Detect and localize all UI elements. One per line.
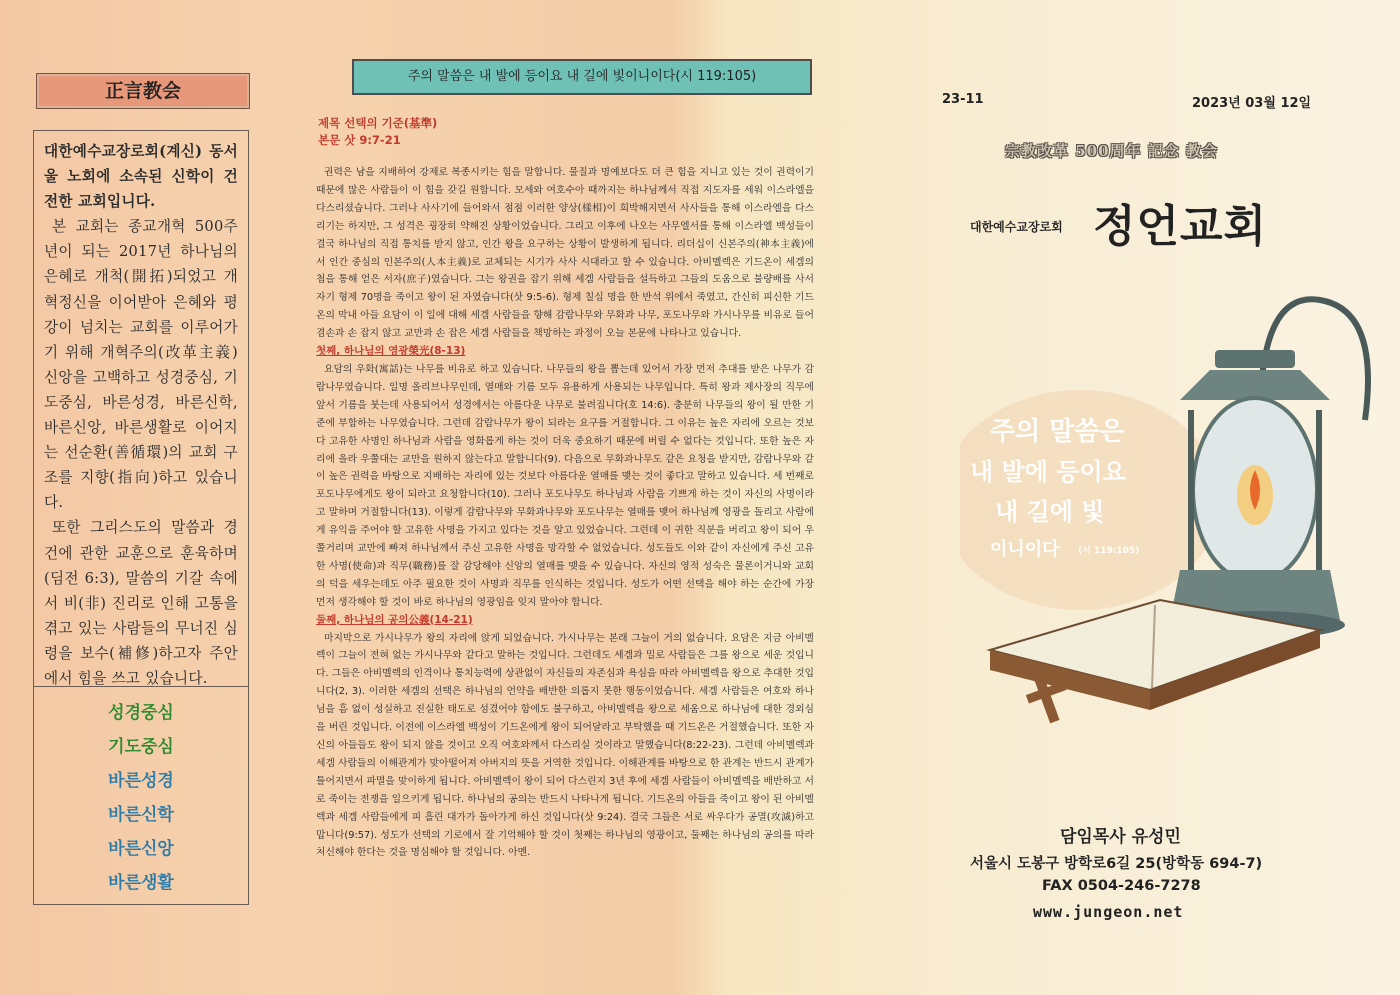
value-item: 기도중심 (108, 737, 174, 757)
section-heading-2: 둘째, 하나님의 공의公義(14-21) (316, 613, 473, 626)
sermon-intro: 권력은 남을 지배하여 강제로 복종시키는 힘을 말합니다. 물질과 명예보다도 더 큰 힘을 지니고 있는 것이 권력이기 때문에 많은 사람들이 이 힘을 갖길 원합니다. 모세와 여호수아 때까지는 하나님께서 직접 지도자를 세워 이스라엘을 다스리셨습니다. 그러나 사사기에 들어와서 점점 이러한 양상(樣相)이 희박해지면서 사사들을 통해 이스라엘을 다스리기는 하지만, 그 성격은 굉장히 약해진 상황이었습니다. 그리고 이후에 나오는 사무엘서를 통해 이스라엘 백성들이 결국 하나님의 직접 통치를 받지 않고, 인간 왕을 요구하는 상황이 발생하게 됩니다. 리더십이 신본주의(神本主義)에서 인간 중심의 인본주의(人本主義)로 교체되는 시기가 사사 시대라고 할 수 있습니다. 아비멜렉은 기드온이 세겜의 첩을 통해 얻은 서자(庶子)였습니다. 그는 왕권을 잡기 위해 세겜 사람들을 설득하고 그들의 도움으로 불량배를 사서 자기 형제 70명을 죽이고 왕이 된 자였습니다(삿 9:5-6). 형제 칠십 명을 한 반석 위에서 죽였고, 간신히 피신한 기드온의 막내 아들 요담이 이 일에 대해 세겜 사람들을 향해 감람나무와 무화과 나무, 포도나무와 가시나무를 비유로 들어 겸손과 손 잡지 않고 교만과 손 잡은 세겜 사람들을 책망하는 과정이 오늘 본문에 나타나고 있습니다. (316, 167, 814, 340)
fax-number: FAX 0504-246-7278 (1042, 878, 1201, 894)
cover-panel (930, 0, 1400, 995)
intro-paragraph-3: 또한 그리스도의 말씀과 경건에 관한 교훈으로 훈육하며(딤전 6:3), 말씀의 기갈 속에서 비(非) 진리로 인해 고통을 겪고 있는 사람들의 무너진 심령을 보수(補修)하고자 주안에서 힘을 쓰고 있습니다. (44, 519, 238, 687)
issue-date: 2023년 03월 12일 (1192, 96, 1312, 111)
art-verse-line: 내 발에 등이요 (970, 458, 1126, 486)
church-name-hanja-tag: 正言教会 (36, 73, 250, 109)
sermon-title: 제목 선택의 기준(基準) (318, 116, 438, 130)
lantern-bible-illustration (960, 270, 1400, 790)
intro-paragraph-2: 본 교회는 종교개혁 500주년이 되는 2017년 하나님의 은혜로 개척(開拓)되었고 개혁정신을 이어받아 은혜와 평강이 넘치는 교회를 이루어가기 위해 개혁주의(改革主義) 신앙을 고백하고 성경중심, 기도중심, 바른성경, 바른신학, 바른신앙, 바른생활로 이어지는 선순환(善循環)의 교회 구조를 지향(指向)하고 있습니다. (44, 218, 238, 512)
art-verse-line: 내 길에 빛 (995, 498, 1105, 526)
value-item: 바른성경 (108, 771, 174, 791)
verse-banner: 주의 말씀은 내 발에 등이요 내 길에 빛이니이다(시 119:105) (352, 59, 812, 95)
sermon-panel (280, 0, 820, 995)
value-item: 바른신앙 (108, 839, 174, 859)
section-heading-1: 첫째, 하나님의 영광榮光(8-13) (316, 345, 466, 358)
sermon-body (316, 164, 814, 862)
issue-number: 23-11 (942, 92, 984, 107)
lantern-frame-bar (1316, 410, 1322, 570)
section-body-1: 요담의 우화(寓話)는 나무를 비유로 하고 있습니다. 나무들의 왕을 뽑는데 있어서 가장 먼저 추대를 받은 나무가 감람나무였습니다. 일명 올리브나무인데, 열매와 기름 모두 유용하게 사용되는 나무입니다. 특히 왕과 제사장의 직무에 앞서 기름을 붓는데 사용되어서 성경에서는 아름다운 나무로 불려집니다(호 14:6). 충분히 나무들의 왕이 될 만한 기준에 부합하는 나무였습니다. 그런데 감람나무가 왕이 되라는 요구를 거절합니다. 그 이유는 높은 자리에 오르는 것보다 고유한 사명인 하나님과 사람을 영화롭게 하는 것이 더욱 중요하기 때문에 버릴 수 없다는 것입니다. 또한 높은 자리에 올라 우쭐대는 교만을 원하지 않는다고 말합니다(9). 다음으로 무화과나무도 같은 요청을 받지만, 감람나무와 같이 높은 권력을 바탕으로 지배하는 자리에 있는 것보다 아름다운 열매를 맺는 것이 좋다고 말하고 있습니다. 세 번째로 포도나무에게도 왕이 되라고 요청합니다(10). 그러나 포도나무도 하나님과 사람을 기쁘게 하는 것이 자신의 사명이라고 말하며 거절합니다(13). 이렇게 감람나무와 무화과나무와 포도나무는 열매를 맺어 하나님께 영광을 돌리고 사람에게 유익을 주어야 할 고유한 사명을 가지고 있다는 것을 알고 있었습니다. 그런데 이 귀한 직분을 버리고 왕이 되어 우쭐거리며 교만에 빠져 하나님께서 주신 고유한 사명을 망각할 수 없었습니다. 성도들도 이와 같이 자신에게 주신 고유한 사명(使命)과 직무(職務)를 잘 감당해야 신앙의 열매를 맺을 수 있습니다. 자신의 영적 성숙은 물론이거니와 교회의 덕을 세우는데도 아주 필요한 것이 사명과 직무를 인식하는 것입니다. 성도가 어떤 선택을 해야 하는 순간에 가장 먼저 생각해야 할 것이 바로 하나님의 영광임을 잊지 말아야 합니다. (316, 363, 814, 608)
value-item: 바른생활 (108, 873, 174, 893)
church-name: 정언교회 (1093, 201, 1268, 252)
art-verse-line: 주의 말씀은 (990, 417, 1125, 447)
section-body-2: 마지막으로 가시나무가 왕의 자리에 앉게 되었습니다. 가시나무는 본래 그늘이 거의 없습니다. 요담은 지금 아비멜렉이 그늘이 전혀 없는 가시나무와 같다고 말하는 것입니다. 그런데도 세겜과 밀로 사람들은 그를 왕으로 세운 것입니다. 그들은 아비멜렉의 인격이나 통치능력에 상관없이 자신들의 자존심과 욕심을 따라 아비멜렉을 왕으로 추대한 것입니다(2, 3). 이러한 세겜의 선택은 하나님의 언약을 배반한 의롭지 못한 행동이었습니다. 세겜 사람들은 여호와 하나님을 흠 없이 성실하고 진실한 태도로 섬겼어야 함에도 불구하고, 아비멜렉을 왕으로 세움으로 하나님에 대한 경외심을 버린 것입니다. 이전에 이스라엘 백성이 기드온에게 왕이 되어달라고 부탁했을 때 기드온은 거절했습니다. 또한 자신의 아들들도 왕이 되지 않을 것이고 오직 여호와께서 다스리실 것이라고 말했습니다(8:22-23). 그런데 아비멜렉과 세겜 사람들의 이해관계가 맞아떨어져 아버지의 뜻을 거역한 것입니다. 이해관계를 바탕으로 한 관계는 반드시 관계가 틀어지면서 파멸을 맞이하게 됩니다. 아비멜렉이 왕이 되어 다스린지 3년 후에 세겜 사람들이 아비멜렉을 배반하고 서로 죽이는 전쟁을 일으키게 됩니다. 하나님의 공의는 반드시 나타나게 됩니다. 기드온의 아들을 죽이고 왕이 된 아비멜렉과 세겜 사람들에게 피 흘린 대가가 돌아가게 하신 것입니다(삿 9:24). 결국 그들은 서로 싸우다가 공멸(攻滅)하고 맙니다(9:57). 성도가 선택의 기로에서 잘 기억해야 할 것이 첫째는 하나님의 영광이고, 둘째는 하나님의 공의를 따라 처신해야 한다는 것을 명심해야 할 것입니다. 아멘. (316, 632, 814, 859)
church-values-list (33, 686, 249, 905)
art-verse-line: 이니이다 (990, 539, 1060, 560)
lantern-frame-bar (1188, 410, 1194, 570)
sermon-scripture: 본문 삿 9:7-21 (318, 133, 401, 147)
pastor-name: 담임목사 유성민 (1060, 827, 1181, 847)
denomination-label: 대한예수교장로회 (970, 220, 1063, 234)
church-introduction-box (33, 130, 249, 687)
value-item: 성경중심 (108, 703, 174, 723)
church-address: 서울시 도봉구 방학로6길 25(방학동 694-7) (970, 856, 1263, 872)
lantern-cap (1215, 350, 1295, 368)
value-item: 바른신학 (108, 805, 174, 825)
intro-paragraph-1: 대한예수교장로회(계신) 동서울 노회에 소속된 신학이 건전한 교회입니다. (44, 143, 238, 211)
anniversary-label: 宗教改革 500周年 記念 教会 (1005, 142, 1218, 160)
art-verse-ref: (시 119:105) (1078, 546, 1140, 556)
left-panel (0, 0, 275, 995)
website-link[interactable]: www.jungeon.net (1033, 903, 1184, 921)
sermon-heading (318, 115, 437, 149)
lantern-top (1180, 370, 1330, 400)
